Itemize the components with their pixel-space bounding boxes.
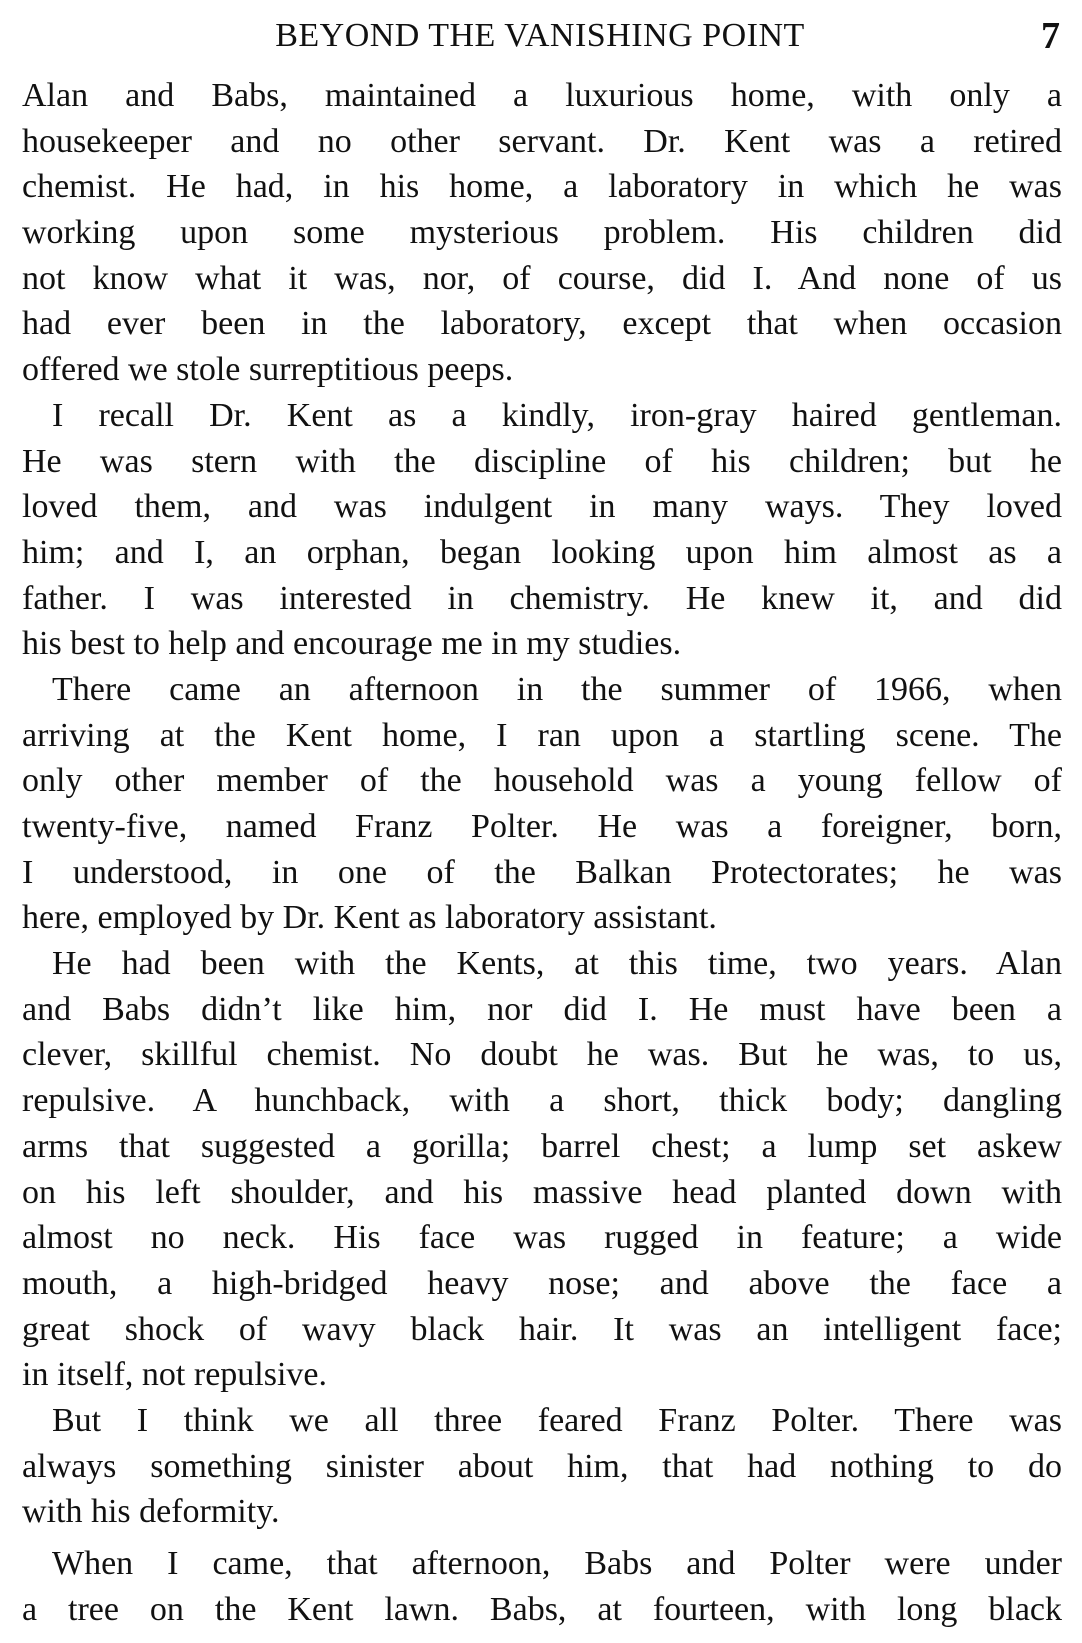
text-line: here, employed by Dr. Kent as laboratory assistant.	[22, 899, 717, 937]
text-line: on his left shoulder, and his massive head planted down with	[22, 1173, 1062, 1211]
text-line: There came an afternoon in the summer of 1966, when	[52, 670, 1062, 708]
text-line: great shock of wavy black hair. It was an intelligent face;	[22, 1310, 1062, 1348]
text-line: arms that suggested a gorilla; barrel chest; a lump set askew	[22, 1127, 1062, 1165]
text-line: housekeeper and no other servant. Dr. Kent was a retired	[22, 122, 1062, 160]
text-line: Alan and Babs, maintained a luxurious home, with only a	[22, 77, 1062, 114]
text-line: mouth, a high-bridged heavy nose; and above the face a	[22, 1264, 1062, 1302]
text-line: When I came, that afternoon, Babs and Polter were under	[52, 1545, 1062, 1582]
text-line: always something sinister about him, that had nothing to do	[22, 1447, 1062, 1485]
text-line: and Babs didn’t like him, nor did I. He must have been a	[22, 990, 1062, 1028]
text-line: only other member of the household was a young fellow of	[22, 762, 1062, 800]
text-line: almost no neck. His face was rugged in feature; a wide	[22, 1219, 1062, 1257]
text-line: a tree on the Kent lawn. Babs, at fourteen, with long black	[22, 1590, 1062, 1628]
running-head	[20, 12, 1060, 60]
text-line: in itself, not repulsive.	[22, 1356, 328, 1394]
text-line: loved them, and was indulgent in many ways. They loved	[22, 488, 1062, 526]
text-line: twenty-five, named Franz Polter. He was a foreigner, born,	[22, 808, 1062, 845]
text-line: him; and I, an orphan, began looking upon him almost as a	[22, 533, 1062, 571]
text-line: repulsive. A hunchback, with a short, thick body; dangling	[22, 1082, 1062, 1120]
text-line: his best to help and encourage me in my studies.	[22, 625, 682, 663]
text-line: clever, skillful chemist. No doubt he was. But he was, to us,	[22, 1036, 1062, 1074]
text-line: father. I was interested in chemistry. He knew it, and did	[22, 579, 1062, 617]
text-line: But I think we all three feared Franz Polter. There was	[52, 1401, 1062, 1439]
text-line: offered we stole surreptitious peeps.	[22, 351, 514, 389]
text-line: had ever been in the laboratory, except that when occasion	[22, 305, 1062, 343]
text-line: with his deformity.	[22, 1493, 280, 1531]
page-number: 7	[1041, 15, 1060, 57]
text-line: working upon some mysterious problem. His children did	[22, 214, 1062, 252]
body-text	[22, 73, 1062, 1632]
running-title: BEYOND THE VANISHING POINT	[275, 17, 805, 54]
text-line: not know what it was, nor, of course, did I. And none of us	[22, 259, 1062, 297]
text-line: arriving at the Kent home, I ran upon a startling scene. The	[22, 716, 1062, 754]
text-line: I recall Dr. Kent as a kindly, iron-gray haired gentleman.	[52, 396, 1062, 434]
text-line: He was stern with the discipline of his children; but he	[22, 442, 1062, 480]
text-line: I understood, in one of the Balkan Protectorates; he was	[22, 853, 1062, 891]
text-line: chemist. He had, in his home, a laboratory in which he was	[22, 168, 1062, 206]
text-line: He had been with the Kents, at this time, two years. Alan	[52, 945, 1062, 983]
